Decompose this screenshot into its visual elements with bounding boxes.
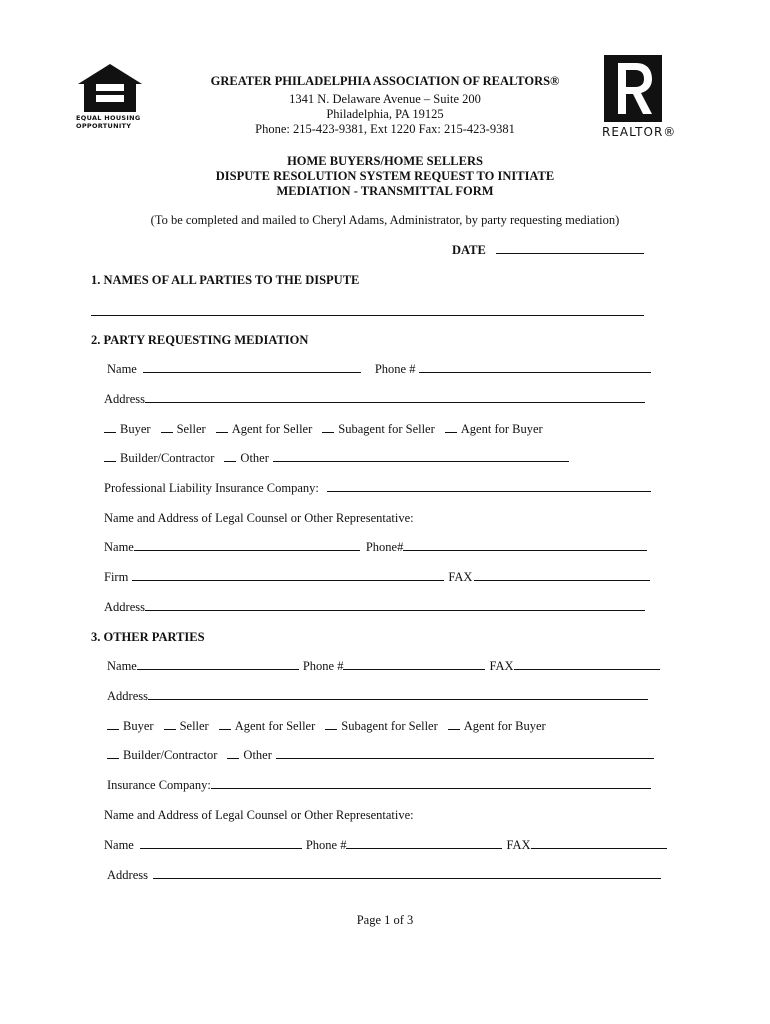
s3-counsel-address-field[interactable] — [153, 868, 661, 879]
s3-fax-field[interactable] — [514, 659, 660, 670]
s3-counsel-fax-label: FAX — [506, 838, 531, 852]
s2-phone-label: Phone # — [374, 362, 416, 376]
s3-address-field[interactable] — [148, 689, 648, 700]
s3-counsel-address-label: Address — [107, 868, 148, 882]
s2-counsel-address-field[interactable] — [145, 600, 645, 611]
s2-role-other[interactable]: Other — [224, 451, 268, 466]
s2-counsel-phone-label: Phone# — [365, 540, 404, 554]
s3-role-row — [107, 719, 556, 734]
s2-counsel-name-label: Name — [104, 540, 134, 554]
s3-counsel-address-row — [107, 868, 665, 883]
s2-name-label: Name — [107, 362, 137, 376]
s3-role-buyer[interactable]: Buyer — [107, 719, 154, 734]
s3-name-row — [107, 659, 664, 674]
s2-firm-field[interactable] — [132, 570, 444, 581]
s2-firm-label: Firm — [104, 570, 129, 584]
s2-other-field[interactable] — [273, 451, 569, 462]
s3-counsel-name-label: Name — [104, 838, 134, 852]
s2-counsel-label: Name and Address of Legal Counsel or Other Representative: — [104, 511, 414, 525]
s2-firm-row — [104, 570, 654, 585]
org-address1: 1341 N. Delaware Avenue – Suite 200 — [289, 92, 481, 106]
s2-role-buyer[interactable]: Buyer — [104, 422, 151, 437]
eho-line1: EQUAL HOUSING — [76, 114, 141, 122]
s2-insurance-label: Professional Liability Insurance Company: — [104, 481, 319, 495]
s2-counsel-name-row — [104, 540, 651, 555]
s2-role-agent-seller[interactable]: Agent for Seller — [216, 422, 313, 437]
date-field[interactable] — [496, 243, 644, 254]
s3-counsel-phone-field[interactable] — [346, 838, 502, 849]
s2-name-row — [107, 362, 655, 377]
section3-heading: 3. OTHER PARTIES — [91, 630, 205, 644]
s3-other-field[interactable] — [276, 748, 654, 759]
s2-role-builder[interactable]: Builder/Contractor — [104, 451, 214, 466]
s2-insurance-field[interactable] — [327, 481, 651, 492]
s2-counsel-name-field[interactable] — [134, 540, 360, 551]
section1-heading: 1. NAMES OF ALL PARTIES TO THE DISPUTE — [91, 273, 360, 287]
s3-insurance-row — [107, 778, 655, 793]
s3-role-seller[interactable]: Seller — [164, 719, 209, 734]
parties-field[interactable] — [91, 305, 644, 316]
s3-role-agent-seller[interactable]: Agent for Seller — [219, 719, 316, 734]
s3-builder-row — [107, 748, 658, 763]
s3-phone-label: Phone # — [302, 659, 344, 673]
s3-insurance-field[interactable] — [211, 778, 651, 789]
s3-role-subagent-seller[interactable]: Subagent for Seller — [325, 719, 438, 734]
s3-counsel-phone-label: Phone # — [305, 838, 347, 852]
s3-role-builder[interactable]: Builder/Contractor — [107, 748, 217, 763]
s2-address-label: Address — [104, 392, 145, 406]
s3-counsel-fax-field[interactable] — [531, 838, 667, 849]
s2-name-field[interactable] — [143, 362, 361, 373]
org-address2: Philadelphia, PA 19125 — [326, 107, 444, 121]
s2-fax-field[interactable] — [474, 570, 650, 581]
s2-role-seller[interactable]: Seller — [161, 422, 206, 437]
date-label: DATE — [452, 243, 486, 257]
page-number: Page 1 of 3 — [356, 913, 414, 927]
instructions: (To be completed and mailed to Cheryl Adams, Administrator, by party requesting mediation) — [150, 213, 620, 227]
realtor-wordmark: REALTOR® — [602, 125, 677, 139]
form-title-line2: DISPUTE RESOLUTION SYSTEM REQUEST TO INITIATE — [215, 169, 555, 183]
s2-address-field[interactable] — [145, 392, 645, 403]
s3-address-row — [107, 689, 652, 704]
s3-role-other[interactable]: Other — [227, 748, 271, 763]
s2-phone-field[interactable] — [419, 362, 651, 373]
eho-line2: OPPORTUNITY — [76, 121, 132, 130]
s3-role-agent-buyer[interactable]: Agent for Buyer — [448, 719, 546, 734]
form-title-line1: HOME BUYERS/HOME SELLERS — [287, 154, 483, 168]
s3-counsel-name-row — [104, 838, 671, 853]
s2-builder-row — [104, 451, 573, 466]
form-title-line3: MEDIATION - TRANSMITTAL FORM — [276, 184, 494, 198]
s2-fax-label: FAX — [448, 570, 473, 584]
s3-insurance-label: Insurance Company: — [107, 778, 211, 792]
org-phone: Phone: 215-423-9381, Ext 1220 Fax: 215-423-9381 — [255, 122, 515, 136]
s3-name-field[interactable] — [137, 659, 299, 670]
s2-role-agent-buyer[interactable]: Agent for Buyer — [445, 422, 543, 437]
org-name: GREATER PHILADELPHIA ASSOCIATION OF REALTORS® — [210, 74, 560, 88]
s3-name-label: Name — [107, 659, 137, 673]
s3-counsel-name-field[interactable] — [140, 838, 302, 849]
s2-counsel-address-row — [104, 600, 649, 615]
s2-insurance-row — [104, 481, 655, 496]
s3-counsel-label: Name and Address of Legal Counsel or Other Representative: — [104, 808, 414, 822]
s3-phone-field[interactable] — [343, 659, 485, 670]
s3-fax-label: FAX — [489, 659, 514, 673]
s2-counsel-phone-field[interactable] — [403, 540, 647, 551]
s3-address-label: Address — [107, 689, 148, 703]
s2-role-row — [104, 422, 553, 437]
section2-heading: 2. PARTY REQUESTING MEDIATION — [91, 333, 309, 347]
s2-role-subagent-seller[interactable]: Subagent for Seller — [322, 422, 435, 437]
date-row — [452, 243, 648, 258]
s2-address-row — [104, 392, 649, 407]
s2-counsel-address-label: Address — [104, 600, 145, 614]
